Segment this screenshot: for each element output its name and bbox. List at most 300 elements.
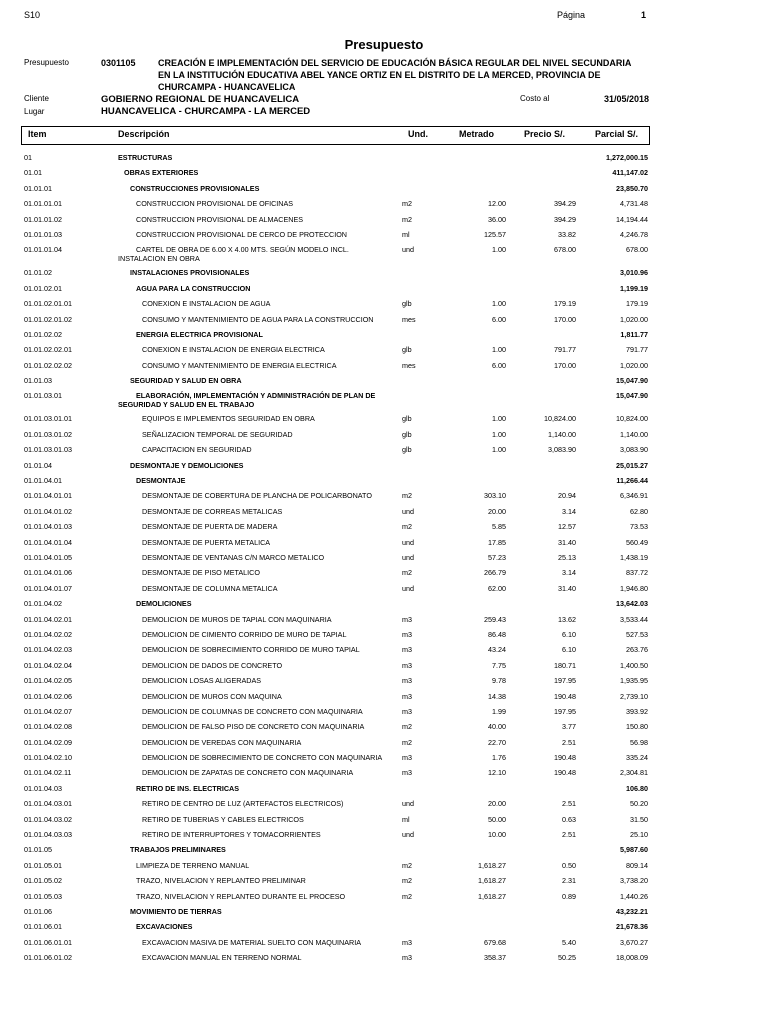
row-parcial: 1,400.50 — [620, 660, 648, 670]
table-row — [0, 612, 768, 627]
row-description: RETIRO DE CENTRO DE LUZ (ARTEFACTOS ELECTRICOS) — [142, 799, 344, 809]
row-precio: 13.62 — [558, 614, 576, 624]
row-item-code: 01.01.02.01 — [24, 283, 62, 293]
row-description: TRAZO, NIVELACION Y REPLANTEO DURANTE EL PROCESO — [136, 891, 346, 901]
row-precio: 12.57 — [558, 522, 576, 532]
row-precio: 3.14 — [562, 568, 576, 578]
row-precio: 2.51 — [562, 830, 576, 840]
row-precio: 2.51 — [562, 799, 576, 809]
row-description: TRABAJOS PRELIMINARES — [130, 845, 226, 855]
row-metrado: 62.00 — [488, 583, 506, 593]
row-item-code: 01.01.02.01.01 — [24, 299, 72, 309]
lugar-value: HUANCAVELICA - CHURCAMPA - LA MERCED — [101, 106, 311, 117]
cliente-label: Cliente — [24, 94, 49, 103]
row-description: DESMONTAJE DE VENTANAS C/N MARCO METALICO — [142, 552, 325, 562]
row-parcial: 411,147.02 — [612, 168, 648, 178]
row-precio: 25.13 — [558, 552, 576, 562]
row-parcial: 393.92 — [626, 706, 648, 716]
table-row-section — [0, 388, 768, 411]
row-precio: 3.14 — [562, 506, 576, 516]
row-unit: m2 — [402, 214, 412, 224]
row-precio: 0.50 — [562, 860, 576, 870]
row-metrado: 5.85 — [492, 522, 506, 532]
table-row — [0, 796, 768, 811]
row-item-code: 01.01.04.02.10 — [24, 753, 72, 763]
row-unit: m2 — [402, 568, 412, 578]
row-unit: ml — [402, 814, 410, 824]
row-unit: und — [402, 245, 414, 255]
row-item-code: 01.01.04.02.07 — [24, 706, 72, 716]
row-metrado: 12.00 — [488, 199, 506, 209]
row-metrado: 266.79 — [484, 568, 506, 578]
row-description: CONSUMO Y MANTENIMIENTO DE ENERGIA ELECTRICA — [142, 360, 337, 370]
row-metrado: 40.00 — [488, 722, 506, 732]
row-precio: 20.94 — [558, 491, 576, 501]
row-metrado: 20.00 — [488, 506, 506, 516]
row-metrado: 1,618.27 — [478, 860, 506, 870]
row-description: TRAZO, NIVELACION Y REPLANTEO PRELIMINAR — [136, 876, 306, 886]
table-row — [0, 750, 768, 765]
row-parcial: 3,738.20 — [620, 876, 648, 886]
row-parcial: 18,008.09 — [616, 953, 648, 963]
row-metrado: 36.00 — [488, 214, 506, 224]
row-unit: m3 — [402, 691, 412, 701]
row-item-code: 01.01.04.01.06 — [24, 568, 72, 578]
row-precio: 31.40 — [558, 537, 576, 547]
row-parcial: 335.24 — [626, 753, 648, 763]
row-description: DESMONTAJE Y DEMOLICIONES — [130, 460, 244, 470]
row-item-code: 01.01.04.03.03 — [24, 830, 72, 840]
row-precio: 179.19 — [554, 299, 576, 309]
table-row — [0, 212, 768, 227]
table-header — [21, 126, 650, 145]
cliente-value: GOBIERNO REGIONAL DE HUANCAVELICA — [101, 94, 300, 105]
row-parcial: 1,946.80 — [620, 583, 648, 593]
row-description: EXCAVACION MASIVA DE MATERIAL SUELTO CON MAQUINARIA — [142, 937, 361, 947]
row-item-code: 01.01.04.02.09 — [24, 737, 72, 747]
presupuesto-label: Presupuesto — [24, 58, 69, 67]
row-item-code: 01.01.04.01.04 — [24, 537, 72, 547]
table-row — [0, 642, 768, 657]
table-row — [0, 358, 768, 373]
row-precio: 3.77 — [562, 722, 576, 732]
row-unit: m2 — [402, 522, 412, 532]
row-unit: glb — [402, 299, 412, 309]
table-row — [0, 673, 768, 688]
row-precio: 50.25 — [558, 953, 576, 963]
table-row — [0, 950, 768, 965]
row-description: DEMOLICION DE MUROS DE TAPIAL CON MAQUINARIA — [142, 614, 332, 624]
row-item-code: 01.01.05.03 — [24, 891, 62, 901]
table-row — [0, 488, 768, 503]
row-description: DESMONTAJE DE PUERTA DE MADERA — [142, 522, 278, 532]
row-metrado: 1.00 — [492, 245, 506, 255]
row-unit: und — [402, 799, 414, 809]
row-unit: m2 — [402, 860, 412, 870]
row-precio: 3,083.90 — [548, 445, 576, 455]
row-item-code: 01.01.04.03.02 — [24, 814, 72, 824]
row-unit: m3 — [402, 645, 412, 655]
row-description: DEMOLICION DE CIMIENTO CORRIDO DE MURO DE TAPIAL — [142, 629, 347, 639]
row-precio: 197.95 — [554, 676, 576, 686]
row-parcial: 3,010.96 — [620, 268, 648, 278]
row-description: RETIRO DE INS. ELECTRICAS — [136, 783, 240, 793]
row-metrado: 9.78 — [492, 676, 506, 686]
table-row-section — [0, 181, 768, 196]
row-parcial: 179.19 — [626, 299, 648, 309]
row-parcial: 4,731.48 — [620, 199, 648, 209]
row-precio: 170.00 — [554, 314, 576, 324]
row-metrado: 1.00 — [492, 445, 506, 455]
table-row — [0, 627, 768, 642]
row-parcial: 23,850.70 — [616, 183, 648, 193]
row-metrado: 1,618.27 — [478, 876, 506, 886]
row-metrado: 22.70 — [488, 737, 506, 747]
row-precio: 1,140.00 — [548, 429, 576, 439]
row-description: AGUA PARA LA CONSTRUCCION — [136, 283, 251, 293]
row-description: CONSTRUCCIONES PROVISIONALES — [130, 183, 260, 193]
row-parcial: 1,438.19 — [620, 552, 648, 562]
table-row — [0, 827, 768, 842]
row-parcial: 25.10 — [630, 830, 648, 840]
row-parcial: 3,670.27 — [620, 937, 648, 947]
row-description: EQUIPOS E IMPLEMENTOS SEGURIDAD EN OBRA — [142, 414, 315, 424]
row-precio: 31.40 — [558, 583, 576, 593]
row-parcial: 1,272,000.15 — [606, 153, 648, 162]
row-unit: m2 — [402, 199, 412, 209]
row-parcial: 1,440.26 — [620, 891, 648, 901]
table-row-section — [0, 842, 768, 857]
row-metrado: 125.57 — [484, 229, 506, 239]
row-item-code: 01.01.04.02.05 — [24, 676, 72, 686]
row-precio: 2.51 — [562, 737, 576, 747]
row-parcial: 837.72 — [626, 568, 648, 578]
costo-label: Costo al — [520, 94, 550, 103]
row-precio: 2.31 — [562, 876, 576, 886]
row-unit: m3 — [402, 768, 412, 778]
row-item-code: 01.01.04 — [24, 460, 52, 470]
row-item-code: 01.01.02.02 — [24, 329, 62, 339]
row-parcial: 6,346.91 — [620, 491, 648, 501]
row-item-code: 01.01.01.01 — [24, 199, 62, 209]
row-item-code: 01.01.04.03 — [24, 783, 62, 793]
table-row — [0, 342, 768, 357]
row-item-code: 01.01.06.01.02 — [24, 953, 72, 963]
row-metrado: 50.00 — [488, 814, 506, 824]
row-parcial: 25,015.27 — [616, 460, 648, 470]
row-description: RETIRO DE INTERRUPTORES Y TOMACORRIENTES — [142, 830, 321, 840]
row-precio: 0.63 — [562, 814, 576, 824]
table-row — [0, 889, 768, 904]
row-parcial: 1,935.95 — [620, 676, 648, 686]
row-parcial: 43,232.21 — [616, 906, 648, 916]
row-item-code: 01.01.04.01.02 — [24, 506, 72, 516]
report-code: S10 — [24, 10, 41, 20]
column-header-descripcion: Descripción — [118, 129, 170, 139]
row-unit: glb — [402, 414, 412, 424]
row-parcial: 678.00 — [626, 245, 648, 255]
row-description: DEMOLICION DE DADOS DE CONCRETO — [142, 660, 283, 670]
row-metrado: 303.10 — [484, 491, 506, 501]
row-metrado: 1.00 — [492, 429, 506, 439]
row-unit: m3 — [402, 706, 412, 716]
row-precio: 10,824.00 — [544, 414, 576, 424]
row-item-code: 01 — [24, 153, 32, 162]
row-parcial: 56.98 — [630, 737, 648, 747]
row-unit: und — [402, 583, 414, 593]
row-parcial: 809.14 — [626, 860, 648, 870]
row-parcial: 73.53 — [630, 522, 648, 532]
row-precio: 190.48 — [554, 753, 576, 763]
row-unit: m2 — [402, 891, 412, 901]
table-row — [0, 565, 768, 580]
row-parcial: 2,304.81 — [620, 768, 648, 778]
row-metrado: 6.00 — [492, 314, 506, 324]
row-metrado: 10.00 — [488, 830, 506, 840]
row-unit: und — [402, 537, 414, 547]
row-item-code: 01.01.02 — [24, 268, 52, 278]
row-metrado: 259.43 — [484, 614, 506, 624]
row-metrado: 17.85 — [488, 537, 506, 547]
row-description: MOVIMIENTO DE TIERRAS — [130, 906, 222, 916]
table-row-section — [0, 373, 768, 388]
row-precio: 190.48 — [554, 691, 576, 701]
table-row-section — [0, 150, 768, 165]
row-metrado: 1,618.27 — [478, 891, 506, 901]
row-metrado: 1.99 — [492, 706, 506, 716]
row-item-code: 01.01.03 — [24, 376, 52, 386]
row-description: DESMONTAJE DE PISO METALICO — [142, 568, 260, 578]
row-precio: 791.77 — [554, 345, 576, 355]
row-parcial: 263.76 — [626, 645, 648, 655]
column-header-item: Item — [28, 129, 47, 139]
row-parcial: 3,533.44 — [620, 614, 648, 624]
row-metrado: 358.37 — [484, 953, 506, 963]
table-row — [0, 765, 768, 780]
row-parcial: 13,642.03 — [616, 599, 648, 609]
presupuesto-description: CREACIÓN E IMPLEMENTACIÓN DEL SERVICIO DE EDUCACIÓN BÁSICA REGULAR DEL NIVEL SECUNDARIA EN LA INSTITUCIÓN EDUCATIVA ABEL YANCE ORTIZ EN EL DISTRITO DE LA MERCED, PROVINCIA DE CHURCAMPA - HUANCAVELICA — [158, 58, 632, 92]
row-parcial: 1,199.19 — [620, 283, 648, 293]
row-unit: glb — [402, 429, 412, 439]
row-parcial: 150.80 — [626, 722, 648, 732]
table-row — [0, 535, 768, 550]
table-row-section — [0, 781, 768, 796]
row-unit: m2 — [402, 876, 412, 886]
row-precio: 197.95 — [554, 706, 576, 716]
row-metrado: 1.00 — [492, 299, 506, 309]
row-description: SEÑALIZACION TEMPORAL DE SEGURIDAD — [142, 429, 293, 439]
row-parcial: 1,020.00 — [620, 314, 648, 324]
column-header-parcial: Parcial S/. — [595, 129, 639, 139]
table-row — [0, 935, 768, 950]
row-description: DESMONTAJE DE COLUMNA METALICA — [142, 583, 278, 593]
row-description: CONSUMO Y MANTENIMIENTO DE AGUA PARA LA CONSTRUCCION — [142, 314, 374, 324]
row-description: CONEXION E INSTALACION DE ENERGIA ELECTRICA — [142, 345, 325, 355]
table-row — [0, 873, 768, 888]
row-precio: 190.48 — [554, 768, 576, 778]
table-row — [0, 242, 768, 265]
row-metrado: 6.00 — [492, 360, 506, 370]
table-row — [0, 812, 768, 827]
column-header-und: Und. — [408, 129, 428, 139]
table-row — [0, 658, 768, 673]
row-metrado: 57.23 — [488, 552, 506, 562]
row-precio: 33.82 — [558, 229, 576, 239]
row-item-code: 01.01.05 — [24, 845, 52, 855]
row-description: DEMOLICION DE COLUMNAS DE CONCRETO CON MAQUINARIA — [142, 706, 363, 716]
row-item-code: 01.01.04.02.06 — [24, 691, 72, 701]
row-item-code: 01.01.04.02.08 — [24, 722, 72, 732]
row-parcial: 106.80 — [626, 783, 648, 793]
row-item-code: 01.01.05.01 — [24, 860, 62, 870]
row-item-code: 01.01.04.02 — [24, 599, 62, 609]
row-item-code: 01.01.04.01.03 — [24, 522, 72, 532]
row-item-code: 01.01.02.02.02 — [24, 360, 72, 370]
row-description: DEMOLICION LOSAS ALIGERADAS — [142, 676, 262, 686]
table-row-section — [0, 473, 768, 488]
row-parcial: 15,047.90 — [616, 376, 648, 386]
row-description: DEMOLICION DE VEREDAS CON MAQUINARIA — [142, 737, 302, 747]
row-parcial: 1,140.00 — [620, 429, 648, 439]
row-unit: m3 — [402, 614, 412, 624]
row-description: OBRAS EXTERIORES — [124, 168, 199, 178]
row-metrado: 679.68 — [484, 937, 506, 947]
table-row — [0, 504, 768, 519]
row-metrado: 20.00 — [488, 799, 506, 809]
row-item-code: 01.01.04.02.01 — [24, 614, 72, 624]
row-description: DEMOLICIONES — [136, 599, 192, 609]
row-item-code: 01.01.04.01.05 — [24, 552, 72, 562]
row-description: RETIRO DE TUBERIAS Y CABLES ELECTRICOS — [142, 814, 304, 824]
row-parcial: 10,824.00 — [616, 414, 648, 424]
row-item-code: 01.01.03.01.03 — [24, 445, 72, 455]
row-item-code: 01.01.01.04 — [24, 245, 62, 255]
row-description: ELABORACIÓN, IMPLEMENTACIÓN Y ADMINISTRACIÓN DE PLAN DE SEGURIDAD Y SALUD EN EL TRABAJO — [118, 391, 376, 410]
row-description: CAPACITACION EN SEGURIDAD — [142, 445, 252, 455]
row-unit: glb — [402, 445, 412, 455]
table-row-section — [0, 919, 768, 934]
row-description: DEMOLICION DE SOBRECIMIENTO CORRIDO DE MURO TAPIAL — [142, 645, 360, 655]
row-description: CONEXION E INSTALACION DE AGUA — [142, 299, 271, 309]
row-unit: und — [402, 552, 414, 562]
row-parcial: 21,678.36 — [616, 922, 648, 932]
row-item-code: 01.01.03.01.01 — [24, 414, 72, 424]
row-description: DEMOLICION DE ZAPATAS DE CONCRETO CON MAQUINARIA — [142, 768, 354, 778]
row-unit: m2 — [402, 737, 412, 747]
row-item-code: 01.01.04.01.01 — [24, 491, 72, 501]
table-row — [0, 411, 768, 426]
row-item-code: 01.01.04.01 — [24, 476, 62, 486]
table-row — [0, 581, 768, 596]
row-description: ESTRUCTURAS — [118, 153, 173, 162]
column-header-metrado: Metrado — [459, 129, 495, 139]
lugar-label: Lugar — [24, 107, 45, 116]
row-item-code: 01.01.02.02.01 — [24, 345, 72, 355]
row-unit: m3 — [402, 676, 412, 686]
row-parcial: 62.80 — [630, 506, 648, 516]
row-parcial: 1,811.77 — [620, 329, 648, 339]
row-unit: ml — [402, 229, 410, 239]
row-description: CONSTRUCCION PROVISIONAL DE OFICINAS — [136, 199, 294, 209]
table-row — [0, 858, 768, 873]
row-description: DEMOLICION DE FALSO PISO DE CONCRETO CON MAQUINARIA — [142, 722, 365, 732]
row-parcial: 560.49 — [626, 537, 648, 547]
row-metrado: 14.38 — [488, 691, 506, 701]
row-metrado: 1.00 — [492, 345, 506, 355]
table-row — [0, 519, 768, 534]
table-row — [0, 704, 768, 719]
row-unit: m2 — [402, 491, 412, 501]
row-description: DESMONTAJE DE CORREAS METALICAS — [142, 506, 283, 516]
row-unit: m3 — [402, 953, 412, 963]
table-row — [0, 689, 768, 704]
row-parcial: 31.50 — [630, 814, 648, 824]
row-metrado: 7.75 — [492, 660, 506, 670]
row-item-code: 01.01.02.01.02 — [24, 314, 72, 324]
table-row-section — [0, 165, 768, 180]
row-parcial: 1,020.00 — [620, 360, 648, 370]
row-precio: 394.29 — [554, 199, 576, 209]
row-parcial: 15,047.90 — [616, 391, 648, 401]
row-parcial: 527.53 — [626, 629, 648, 639]
row-precio: 394.29 — [554, 214, 576, 224]
row-description: DESMONTAJE — [136, 476, 186, 486]
table-row-section — [0, 904, 768, 919]
table-row — [0, 735, 768, 750]
row-item-code: 01.01.01 — [24, 183, 52, 193]
row-precio: 6.10 — [562, 645, 576, 655]
table-row — [0, 427, 768, 442]
row-precio: 170.00 — [554, 360, 576, 370]
row-parcial: 5,987.60 — [620, 845, 648, 855]
row-unit: und — [402, 506, 414, 516]
row-unit: m3 — [402, 753, 412, 763]
row-item-code: 01.01.04.02.02 — [24, 629, 72, 639]
row-description: EXCAVACION MANUAL EN TERRENO NORMAL — [142, 953, 302, 963]
row-description: INSTALACIONES PROVISIONALES — [130, 268, 250, 278]
table-row-section — [0, 265, 768, 280]
presupuesto-code: 0301105 — [101, 58, 136, 68]
table-row-section — [0, 281, 768, 296]
row-metrado: 12.10 — [488, 768, 506, 778]
row-unit: und — [402, 830, 414, 840]
page-number: 1 — [641, 10, 647, 20]
row-unit: m3 — [402, 660, 412, 670]
row-unit: m2 — [402, 722, 412, 732]
row-description: DESMONTAJE DE PUERTA METALICA — [142, 537, 271, 547]
table-row — [0, 550, 768, 565]
row-parcial: 14,194.44 — [616, 214, 648, 224]
row-item-code: 01.01.04.02.11 — [24, 768, 72, 778]
table-row — [0, 196, 768, 211]
row-item-code: 01.01.06.01 — [24, 922, 62, 932]
row-item-code: 01.01.04.03.01 — [24, 799, 72, 809]
row-precio: 5.40 — [562, 937, 576, 947]
table-row — [0, 312, 768, 327]
row-unit: m3 — [402, 937, 412, 947]
row-item-code: 01.01.01.02 — [24, 214, 62, 224]
row-item-code: 01.01 — [24, 168, 42, 178]
row-parcial: 11,266.44 — [616, 476, 648, 486]
row-item-code: 01.01.04.02.03 — [24, 645, 72, 655]
row-description: SEGURIDAD Y SALUD EN OBRA — [130, 376, 242, 386]
table-row — [0, 719, 768, 734]
page-label: Página — [557, 10, 586, 20]
row-item-code: 01.01.01.03 — [24, 229, 62, 239]
budget-table-body — [0, 150, 768, 966]
row-parcial: 791.77 — [626, 345, 648, 355]
row-unit: glb — [402, 345, 412, 355]
